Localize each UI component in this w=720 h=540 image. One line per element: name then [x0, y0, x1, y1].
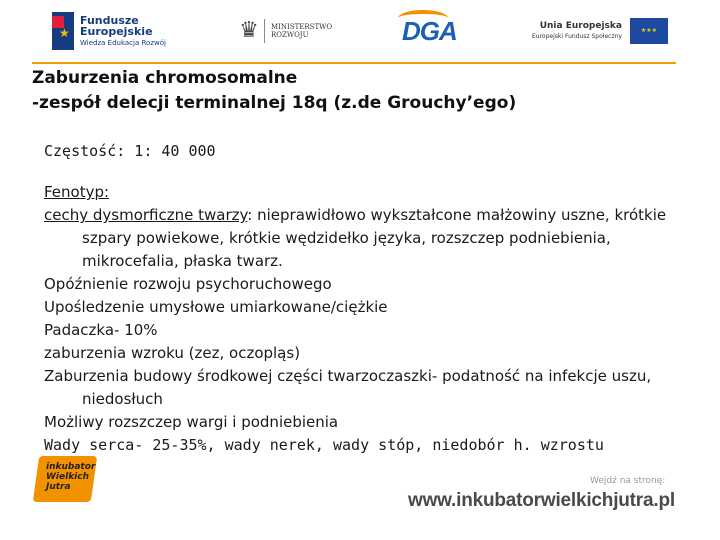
visit-text: Wejdź na stronę: [590, 476, 666, 486]
phenotype-label: Fenotyp: [44, 183, 110, 201]
ue-line1: Unia Europejska [539, 20, 622, 31]
list-item: Padaczka- 10% [44, 321, 158, 339]
list-item: Opóźnienie rozwoju psychoruchowego [44, 275, 332, 293]
ministry-logo [238, 18, 332, 44]
dga-logo [402, 16, 457, 47]
fundusze-line2: Europejskie [80, 25, 153, 39]
dysmorphic-label: cechy dysmorficzne twarzy [44, 206, 248, 224]
fundusze-europejskie-logo [52, 12, 166, 50]
fundusze-sub: Wiedza Edukacja Rozwój [80, 38, 166, 47]
inkubator-line1: inkubator [46, 462, 96, 472]
ministry-line2: ROZWOJU [271, 31, 309, 39]
header-rule [32, 62, 676, 64]
title-line1: Zaburzenia chromosomalne [32, 68, 298, 88]
dga-text: DGA [402, 16, 457, 46]
list-item: Upośledzenie umysłowe umiarkowane/ciężkie [44, 298, 388, 316]
dysmorphic-paragraph [44, 204, 684, 273]
inkubator-logo [36, 456, 94, 502]
fundusze-flag-icon [52, 12, 74, 50]
ministry-line1: MINISTERSTWO [271, 22, 333, 31]
list-item-last: Wady serca- 25-35%, wady nerek, wady stóp, niedobór h. wzrostu [44, 436, 604, 454]
dga-swoosh-icon [398, 10, 448, 26]
list-item: zaburzenia wzroku (zez, oczopląs) [44, 344, 301, 362]
list-item: Możliwy rozszczep wargi i podniebienia [44, 413, 339, 431]
title-line2: -zespół delecji terminalnej 18q (z.de Grouchy’ego) [32, 93, 517, 113]
fundusze-line1: Fundusze [80, 13, 139, 27]
eu-flag-icon: ★★★ [630, 18, 668, 44]
ministry-separator [264, 19, 265, 43]
list-item: Zaburzenia budowy środkowej części twarzoczaszki- podatność na infekcje uszu, niedosłuch [44, 367, 652, 408]
dysmorphic-text: : nieprawidłowo wykształcone małżowiny uszne, krótkie szpary powiekowe, krótkie wędzidełko języka, rozszczep podniebienia, mikrocefalia, płaska twarz. [82, 206, 667, 270]
slide-title [32, 66, 516, 116]
inkubator-line3: Jutra [46, 482, 71, 492]
slide-content [44, 140, 684, 457]
eagle-emblem-icon: ♛ [239, 18, 259, 43]
inkubator-line2: Wielkich [46, 472, 90, 482]
ue-logo [532, 18, 668, 44]
frequency-text: Częstość: 1: 40 000 [44, 142, 216, 160]
website-link[interactable]: www.inkubatorwielkichjutra.pl [408, 490, 675, 511]
logo-bar [0, 12, 720, 62]
ue-line2: Europejski Fundusz Społeczny [532, 32, 622, 40]
